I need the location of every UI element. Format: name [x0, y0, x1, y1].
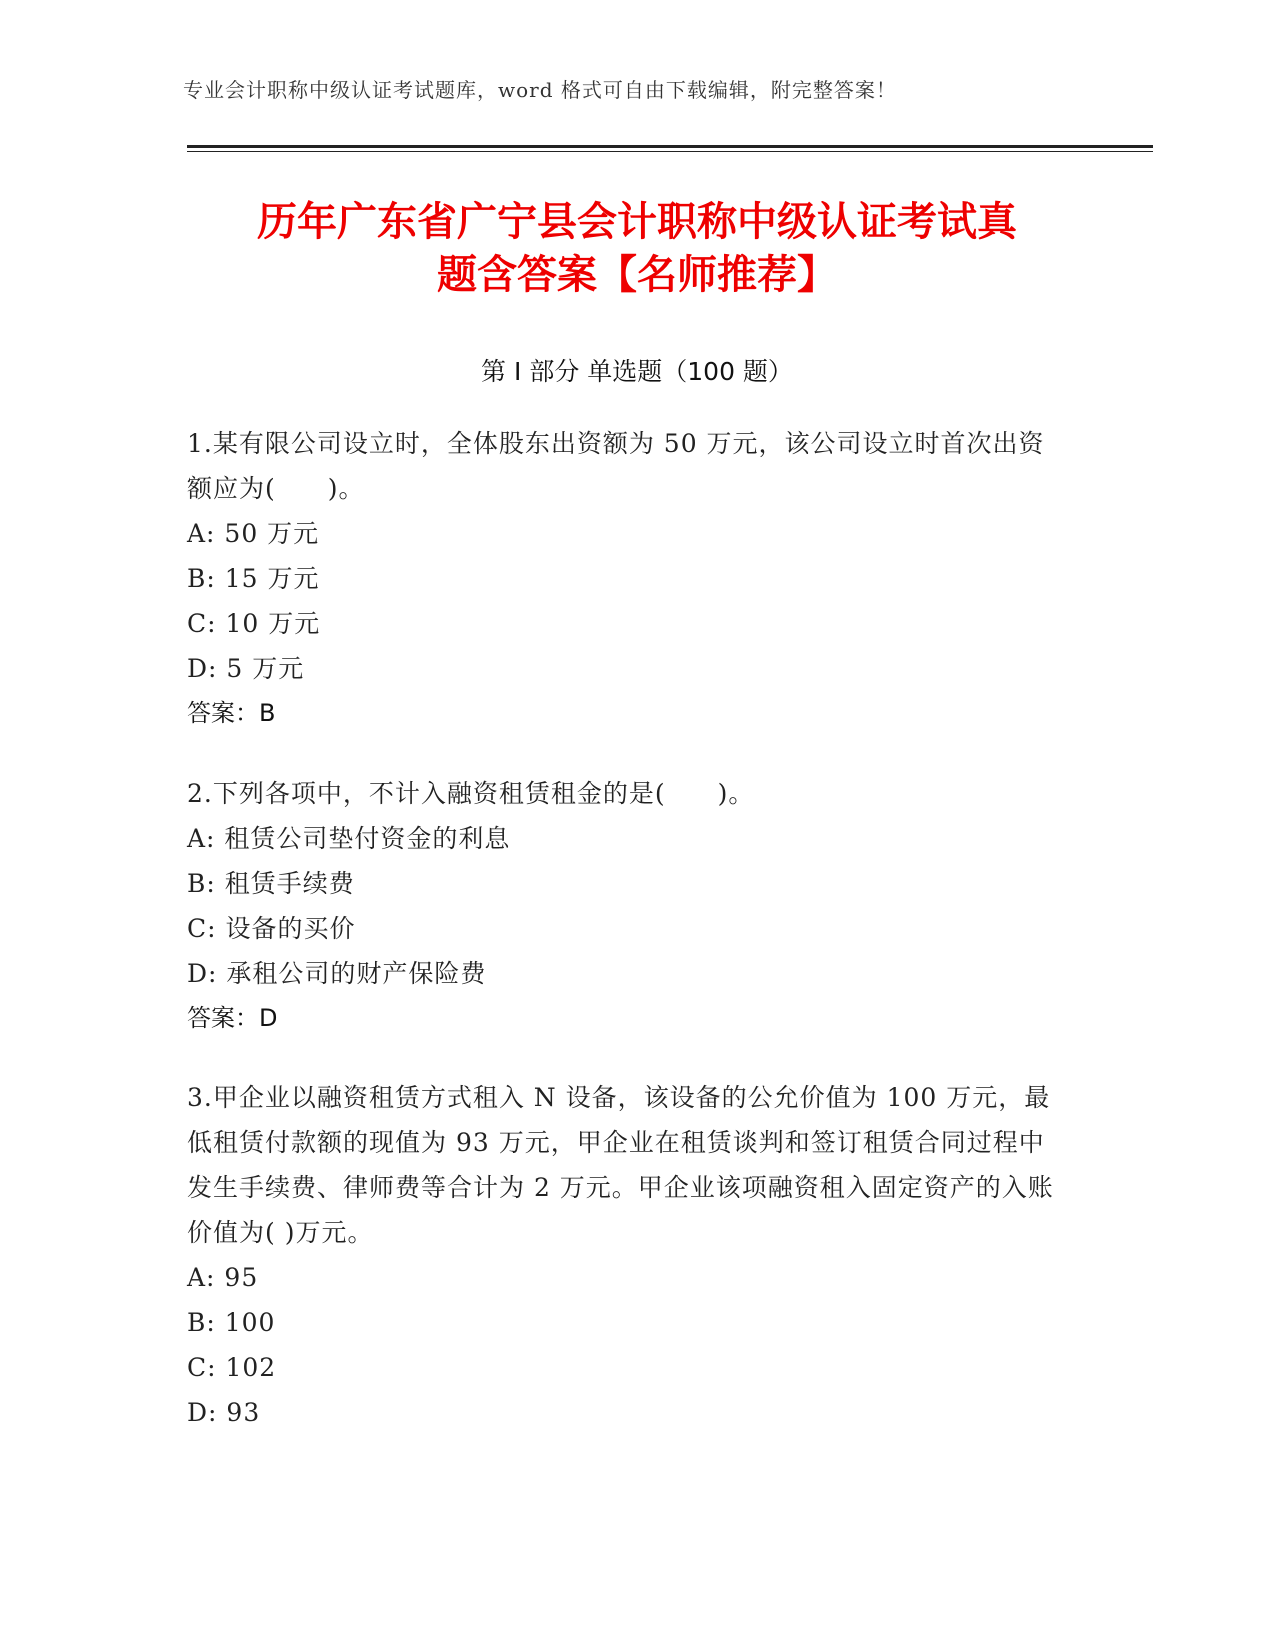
question-1-answer: 答案：B: [187, 699, 276, 727]
question-3-option-a: A: 95: [187, 1263, 259, 1292]
question-2-option-d: D: 承租公司的财产保险费: [187, 959, 487, 988]
question-2: [187, 771, 1067, 1041]
question-1-stem: 1.某有限公司设立时，全体股东出资额为 50 万元，该公司设立时首次出资额应为( )。: [187, 429, 1045, 503]
document-title-line-2: 题含答案【名师推荐】: [437, 252, 837, 298]
question-3: [187, 1075, 1067, 1435]
document-title-line-1: 历年广东省广宁县会计职称中级认证考试真: [257, 199, 1017, 245]
question-3-option-b: B: 100: [187, 1308, 276, 1337]
question-1-option-c: C: 10 万元: [187, 609, 321, 638]
question-3-option-c: C: 102: [187, 1353, 277, 1382]
header-divider-thick: [187, 145, 1153, 148]
question-2-option-b: B: 租赁手续费: [187, 869, 355, 898]
question-1-option-a: A: 50 万元: [187, 519, 320, 548]
question-1-option-d: D: 5 万元: [187, 654, 305, 683]
question-2-option-a: A: 租赁公司垫付资金的利息: [187, 824, 511, 853]
question-2-answer: 答案：D: [187, 1004, 278, 1032]
question-2-option-c: C: 设备的买价: [187, 914, 356, 943]
question-1-option-b: B: 15 万元: [187, 564, 320, 593]
question-2-stem: 2.下列各项中，不计入融资租赁租金的是( )。: [187, 779, 755, 808]
header-divider-thin: [187, 151, 1153, 152]
question-1: [187, 421, 1067, 736]
question-3-option-d: D: 93: [187, 1398, 261, 1427]
document-title: [187, 196, 1087, 302]
section-title: 第 I 部分 单选题（100 题）: [481, 357, 793, 386]
header-note: 专业会计职称中级认证考试题库，word 格式可自由下载编辑，附完整答案！: [183, 78, 897, 102]
question-3-stem: 3.甲企业以融资租赁方式租入 N 设备，该设备的公允价值为 100 万元，最低租赁付款额的现值为 93 万元，甲企业在租赁谈判和签订租赁合同过程中发生手续费、律师费等合计为 2 万元。甲企业该项融资租入固定资产的入账价值为( )万元。: [187, 1083, 1054, 1247]
